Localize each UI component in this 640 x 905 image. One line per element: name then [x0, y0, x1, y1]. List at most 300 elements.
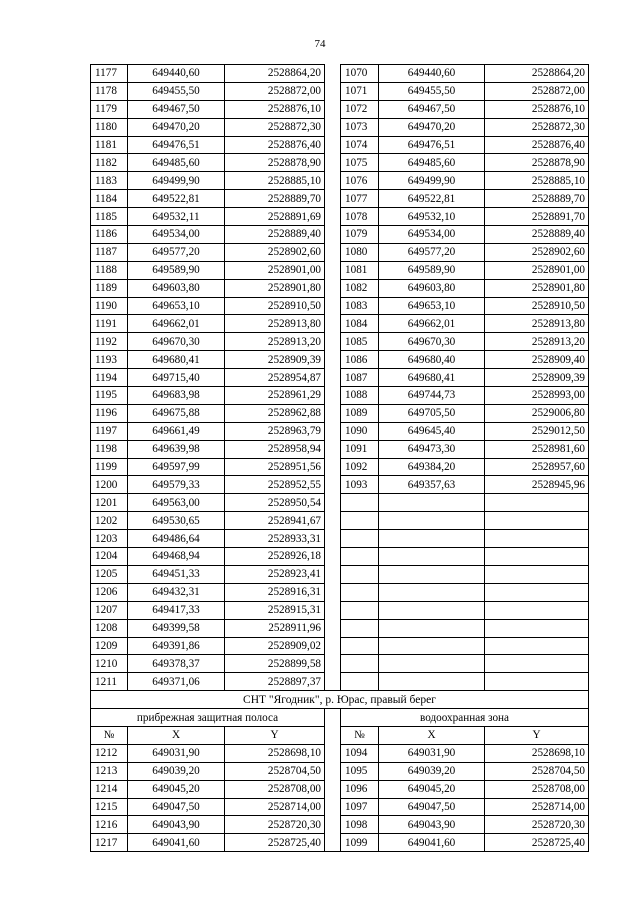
left-x-coordinate: 649371,06	[128, 673, 225, 691]
table-row	[91, 834, 589, 852]
right-point-number	[341, 637, 379, 655]
left-point-number: 1199	[91, 458, 128, 476]
right-x-coordinate: 649470,20	[379, 118, 485, 136]
right-point-number: 1090	[341, 422, 379, 440]
table-row	[91, 565, 589, 583]
right-y-coordinate: 2528708,00	[485, 780, 589, 798]
left-y-header: Y	[225, 726, 325, 744]
left-x-coordinate: 649476,51	[128, 136, 225, 154]
left-x-coordinate: 649391,86	[128, 637, 225, 655]
left-point-number: 1195	[91, 387, 128, 405]
column-gap	[325, 190, 341, 208]
left-y-coordinate: 2528876,40	[225, 136, 325, 154]
right-x-coordinate: 649645,40	[379, 422, 485, 440]
right-y-coordinate: 2528872,30	[485, 118, 589, 136]
left-y-coordinate: 2528891,69	[225, 208, 325, 226]
table-row	[91, 387, 589, 405]
right-y-coordinate: 2528864,20	[485, 65, 589, 83]
right-y-coordinate: 2528876,10	[485, 100, 589, 118]
right-point-number: 1083	[341, 297, 379, 315]
column-gap	[325, 82, 341, 100]
column-gap	[325, 816, 341, 834]
column-gap	[325, 673, 341, 691]
right-point-number: 1071	[341, 82, 379, 100]
table-row	[91, 100, 589, 118]
left-y-coordinate: 2528952,55	[225, 476, 325, 494]
left-y-coordinate: 2528915,31	[225, 601, 325, 619]
right-y-coordinate: 2528909,39	[485, 369, 589, 387]
right-point-number: 1084	[341, 315, 379, 333]
left-x-coordinate: 649715,40	[128, 369, 225, 387]
table-row	[91, 315, 589, 333]
left-point-number: 1200	[91, 476, 128, 494]
left-point-number: 1198	[91, 440, 128, 458]
left-x-coordinate: 649522,81	[128, 190, 225, 208]
page-number: 74	[314, 38, 326, 50]
left-x-coordinate: 649675,88	[128, 404, 225, 422]
right-y-coordinate: 2528891,70	[485, 208, 589, 226]
right-x-coordinate: 649043,90	[379, 816, 485, 834]
column-gap	[325, 619, 341, 637]
right-x-coordinate: 649485,60	[379, 154, 485, 172]
right-point-number: 1099	[341, 834, 379, 852]
right-point-number: 1082	[341, 279, 379, 297]
right-x-coordinate: 649384,20	[379, 458, 485, 476]
right-point-number: 1081	[341, 261, 379, 279]
left-y-coordinate: 2528725,40	[225, 834, 325, 852]
left-y-coordinate: 2528708,00	[225, 780, 325, 798]
left-point-number: 1208	[91, 619, 128, 637]
table-row	[91, 458, 589, 476]
column-gap	[325, 762, 341, 780]
table-row	[91, 780, 589, 798]
left-x-coordinate: 649047,50	[128, 798, 225, 816]
right-point-number: 1089	[341, 404, 379, 422]
left-x-coordinate: 649597,99	[128, 458, 225, 476]
column-gap	[325, 494, 341, 512]
column-gap	[325, 834, 341, 852]
left-point-number: 1207	[91, 601, 128, 619]
right-x-coordinate	[379, 512, 485, 530]
right-point-number: 1070	[341, 65, 379, 83]
right-x-coordinate	[379, 673, 485, 691]
column-gap	[325, 422, 341, 440]
column-gap	[325, 637, 341, 655]
left-x-coordinate: 649485,60	[128, 154, 225, 172]
left-y-coordinate: 2528901,00	[225, 261, 325, 279]
coordinates-table	[90, 64, 589, 852]
column-gap	[325, 565, 341, 583]
left-point-number: 1192	[91, 333, 128, 351]
right-point-number	[341, 530, 379, 548]
left-x-coordinate: 649399,58	[128, 619, 225, 637]
left-point-number: 1212	[91, 744, 128, 762]
right-x-coordinate: 649603,80	[379, 279, 485, 297]
table-row	[91, 261, 589, 279]
left-y-coordinate: 2528872,00	[225, 82, 325, 100]
right-point-number: 1074	[341, 136, 379, 154]
right-point-number	[341, 565, 379, 583]
left-x-coordinate: 649499,90	[128, 172, 225, 190]
right-point-number: 1094	[341, 744, 379, 762]
left-y-coordinate: 2528923,41	[225, 565, 325, 583]
right-y-coordinate: 2528957,60	[485, 458, 589, 476]
left-y-coordinate: 2528897,37	[225, 673, 325, 691]
right-x-coordinate: 649476,51	[379, 136, 485, 154]
left-x-coordinate: 649451,33	[128, 565, 225, 583]
left-y-coordinate: 2528962,88	[225, 404, 325, 422]
left-y-coordinate: 2528899,58	[225, 655, 325, 673]
right-x-coordinate: 649440,60	[379, 65, 485, 83]
column-gap	[325, 404, 341, 422]
table-row	[91, 333, 589, 351]
table-row	[91, 583, 589, 601]
right-y-coordinate: 2528909,40	[485, 351, 589, 369]
column-gap	[325, 261, 341, 279]
right-y-coordinate	[485, 548, 589, 566]
left-point-number: 1197	[91, 422, 128, 440]
left-point-number: 1214	[91, 780, 128, 798]
left-number-header: №	[91, 726, 128, 744]
left-zone-label: прибрежная защитная полоса	[91, 709, 325, 727]
right-point-number	[341, 601, 379, 619]
left-x-coordinate: 649662,01	[128, 315, 225, 333]
left-x-coordinate: 649486,64	[128, 530, 225, 548]
column-gap	[325, 279, 341, 297]
right-point-number: 1091	[341, 440, 379, 458]
right-x-coordinate: 649467,50	[379, 100, 485, 118]
right-y-coordinate: 2528993,00	[485, 387, 589, 405]
left-point-number: 1180	[91, 118, 128, 136]
right-point-number: 1088	[341, 387, 379, 405]
left-x-coordinate: 649670,30	[128, 333, 225, 351]
left-point-number: 1209	[91, 637, 128, 655]
right-y-coordinate: 2528876,40	[485, 136, 589, 154]
table-row	[91, 118, 589, 136]
left-y-coordinate: 2528958,94	[225, 440, 325, 458]
left-y-coordinate: 2528889,40	[225, 226, 325, 244]
right-y-coordinate: 2528910,50	[485, 297, 589, 315]
right-x-coordinate	[379, 637, 485, 655]
left-x-coordinate: 649378,37	[128, 655, 225, 673]
column-gap	[325, 726, 341, 744]
left-x-coordinate: 649440,60	[128, 65, 225, 83]
table-row	[91, 673, 589, 691]
right-x-coordinate	[379, 655, 485, 673]
left-y-coordinate: 2528872,30	[225, 118, 325, 136]
table-row	[91, 530, 589, 548]
right-y-coordinate: 2528720,30	[485, 816, 589, 834]
right-point-number: 1087	[341, 369, 379, 387]
left-point-number: 1210	[91, 655, 128, 673]
zone-labels-row	[91, 709, 589, 727]
right-x-coordinate: 649041,60	[379, 834, 485, 852]
right-point-number: 1085	[341, 333, 379, 351]
table-row	[91, 65, 589, 83]
right-x-coordinate: 649744,73	[379, 387, 485, 405]
right-x-coordinate: 649577,20	[379, 243, 485, 261]
left-x-coordinate: 649577,20	[128, 243, 225, 261]
column-gap	[325, 458, 341, 476]
right-point-number: 1098	[341, 816, 379, 834]
left-y-coordinate: 2528951,56	[225, 458, 325, 476]
right-point-number: 1080	[341, 243, 379, 261]
left-x-coordinate: 649680,41	[128, 351, 225, 369]
left-x-coordinate: 649041,60	[128, 834, 225, 852]
right-point-number: 1079	[341, 226, 379, 244]
column-gap	[325, 440, 341, 458]
column-gap	[325, 315, 341, 333]
right-x-coordinate: 649455,50	[379, 82, 485, 100]
left-y-coordinate: 2528916,31	[225, 583, 325, 601]
right-y-coordinate: 2528704,50	[485, 762, 589, 780]
column-gap	[325, 172, 341, 190]
left-x-coordinate: 649639,98	[128, 440, 225, 458]
left-x-coordinate: 649417,33	[128, 601, 225, 619]
right-y-coordinate	[485, 565, 589, 583]
left-x-coordinate: 649530,65	[128, 512, 225, 530]
right-y-coordinate: 2528725,40	[485, 834, 589, 852]
right-y-coordinate	[485, 530, 589, 548]
section-title-row	[91, 691, 589, 709]
table-row	[91, 351, 589, 369]
left-point-number: 1196	[91, 404, 128, 422]
left-y-coordinate: 2528941,67	[225, 512, 325, 530]
right-y-coordinate: 2529006,80	[485, 404, 589, 422]
column-gap	[325, 744, 341, 762]
right-y-coordinate: 2528981,60	[485, 440, 589, 458]
right-y-coordinate: 2528902,60	[485, 243, 589, 261]
table-row	[91, 190, 589, 208]
column-gap	[325, 351, 341, 369]
left-x-coordinate: 649045,20	[128, 780, 225, 798]
left-y-coordinate: 2528901,80	[225, 279, 325, 297]
table-row	[91, 297, 589, 315]
left-y-coordinate: 2528878,90	[225, 154, 325, 172]
right-x-coordinate: 649532,10	[379, 208, 485, 226]
right-x-coordinate: 649045,20	[379, 780, 485, 798]
column-gap	[325, 118, 341, 136]
table-row	[91, 548, 589, 566]
right-y-coordinate	[485, 619, 589, 637]
right-y-coordinate: 2528913,80	[485, 315, 589, 333]
right-point-number	[341, 583, 379, 601]
right-y-coordinate: 2529012,50	[485, 422, 589, 440]
column-gap	[325, 333, 341, 351]
column-gap	[325, 548, 341, 566]
left-x-coordinate: 649661,49	[128, 422, 225, 440]
left-x-coordinate: 649432,31	[128, 583, 225, 601]
column-gap	[325, 136, 341, 154]
column-gap	[325, 709, 341, 727]
column-gap	[325, 780, 341, 798]
left-y-coordinate: 2528864,20	[225, 65, 325, 83]
right-point-number: 1086	[341, 351, 379, 369]
column-gap	[325, 476, 341, 494]
left-x-coordinate: 649534,00	[128, 226, 225, 244]
left-point-number: 1203	[91, 530, 128, 548]
column-gap	[325, 297, 341, 315]
left-x-coordinate: 649532,11	[128, 208, 225, 226]
left-y-coordinate: 2528950,54	[225, 494, 325, 512]
right-point-number: 1096	[341, 780, 379, 798]
left-y-coordinate: 2528926,18	[225, 548, 325, 566]
column-gap	[325, 583, 341, 601]
left-x-coordinate: 649683,98	[128, 387, 225, 405]
right-point-number	[341, 512, 379, 530]
column-gap	[325, 100, 341, 118]
right-y-coordinate: 2528889,70	[485, 190, 589, 208]
right-x-coordinate	[379, 601, 485, 619]
left-point-number: 1186	[91, 226, 128, 244]
table-row	[91, 655, 589, 673]
table-row	[91, 494, 589, 512]
right-point-number	[341, 619, 379, 637]
left-x-coordinate: 649031,90	[128, 744, 225, 762]
table-row	[91, 136, 589, 154]
left-y-coordinate: 2528909,02	[225, 637, 325, 655]
left-y-coordinate: 2528714,00	[225, 798, 325, 816]
right-x-coordinate: 649662,01	[379, 315, 485, 333]
right-zone-label: водоохранная зона	[341, 709, 589, 727]
left-x-coordinate: 649470,20	[128, 118, 225, 136]
left-point-number: 1187	[91, 243, 128, 261]
right-point-number: 1072	[341, 100, 379, 118]
left-y-coordinate: 2528902,60	[225, 243, 325, 261]
table-row	[91, 512, 589, 530]
right-point-number: 1092	[341, 458, 379, 476]
section-title: СНТ "Ягодник", р. Юрас, правый берег	[91, 691, 589, 709]
right-point-number: 1076	[341, 172, 379, 190]
left-y-coordinate: 2528720,30	[225, 816, 325, 834]
column-gap	[325, 208, 341, 226]
column-gap	[325, 154, 341, 172]
right-point-number: 1093	[341, 476, 379, 494]
left-point-number: 1181	[91, 136, 128, 154]
left-point-number: 1215	[91, 798, 128, 816]
table-row	[91, 762, 589, 780]
right-y-coordinate: 2528901,00	[485, 261, 589, 279]
left-y-coordinate: 2528704,50	[225, 762, 325, 780]
left-x-coordinate: 649468,94	[128, 548, 225, 566]
right-y-coordinate	[485, 673, 589, 691]
right-x-coordinate	[379, 619, 485, 637]
right-point-number	[341, 494, 379, 512]
right-x-coordinate: 649039,20	[379, 762, 485, 780]
column-gap	[325, 226, 341, 244]
left-point-number: 1178	[91, 82, 128, 100]
table-row	[91, 744, 589, 762]
right-y-coordinate	[485, 601, 589, 619]
right-x-coordinate	[379, 565, 485, 583]
right-y-header: Y	[485, 726, 589, 744]
table-row	[91, 404, 589, 422]
right-x-header: X	[379, 726, 485, 744]
column-gap	[325, 512, 341, 530]
left-point-number: 1185	[91, 208, 128, 226]
left-point-number: 1206	[91, 583, 128, 601]
right-x-coordinate	[379, 548, 485, 566]
table-row	[91, 798, 589, 816]
table-row	[91, 440, 589, 458]
right-x-coordinate	[379, 494, 485, 512]
right-x-coordinate: 649534,00	[379, 226, 485, 244]
column-gap	[325, 655, 341, 673]
right-point-number	[341, 655, 379, 673]
left-point-number: 1194	[91, 369, 128, 387]
left-point-number: 1193	[91, 351, 128, 369]
left-x-coordinate: 649043,90	[128, 816, 225, 834]
right-x-coordinate: 649680,40	[379, 351, 485, 369]
right-x-coordinate: 649705,50	[379, 404, 485, 422]
right-number-header: №	[341, 726, 379, 744]
table-row	[91, 279, 589, 297]
left-x-coordinate: 649653,10	[128, 297, 225, 315]
right-point-number: 1095	[341, 762, 379, 780]
table-row	[91, 816, 589, 834]
left-x-coordinate: 649563,00	[128, 494, 225, 512]
right-x-coordinate: 649047,50	[379, 798, 485, 816]
column-gap	[325, 798, 341, 816]
left-x-coordinate: 649039,20	[128, 762, 225, 780]
left-point-number: 1179	[91, 100, 128, 118]
column-gap	[325, 601, 341, 619]
right-y-coordinate	[485, 512, 589, 530]
left-y-coordinate: 2528889,70	[225, 190, 325, 208]
right-x-coordinate: 649670,30	[379, 333, 485, 351]
table-row	[91, 172, 589, 190]
right-point-number: 1075	[341, 154, 379, 172]
right-y-coordinate: 2528872,00	[485, 82, 589, 100]
right-y-coordinate: 2528698,10	[485, 744, 589, 762]
left-point-number: 1202	[91, 512, 128, 530]
left-point-number: 1188	[91, 261, 128, 279]
right-y-coordinate: 2528889,40	[485, 226, 589, 244]
right-x-coordinate: 649473,30	[379, 440, 485, 458]
left-y-coordinate: 2528933,31	[225, 530, 325, 548]
left-x-coordinate: 649455,50	[128, 82, 225, 100]
right-point-number	[341, 548, 379, 566]
left-x-coordinate: 649603,80	[128, 279, 225, 297]
table-row	[91, 226, 589, 244]
right-x-coordinate: 649589,90	[379, 261, 485, 279]
table-row	[91, 208, 589, 226]
right-x-coordinate	[379, 583, 485, 601]
left-y-coordinate: 2528876,10	[225, 100, 325, 118]
left-point-number: 1211	[91, 673, 128, 691]
left-point-number: 1184	[91, 190, 128, 208]
left-point-number: 1182	[91, 154, 128, 172]
table-row	[91, 82, 589, 100]
left-x-coordinate: 649579,33	[128, 476, 225, 494]
right-y-coordinate: 2528901,80	[485, 279, 589, 297]
table-row	[91, 422, 589, 440]
right-y-coordinate: 2528714,00	[485, 798, 589, 816]
table-row	[91, 476, 589, 494]
left-point-number: 1213	[91, 762, 128, 780]
table-row	[91, 619, 589, 637]
right-y-coordinate: 2528913,20	[485, 333, 589, 351]
left-point-number: 1216	[91, 816, 128, 834]
left-y-coordinate: 2528913,80	[225, 315, 325, 333]
right-y-coordinate: 2528885,10	[485, 172, 589, 190]
left-point-number: 1204	[91, 548, 128, 566]
left-y-coordinate: 2528885,10	[225, 172, 325, 190]
left-x-header: X	[128, 726, 225, 744]
right-point-number: 1078	[341, 208, 379, 226]
left-point-number: 1177	[91, 65, 128, 83]
right-y-coordinate: 2528945,96	[485, 476, 589, 494]
